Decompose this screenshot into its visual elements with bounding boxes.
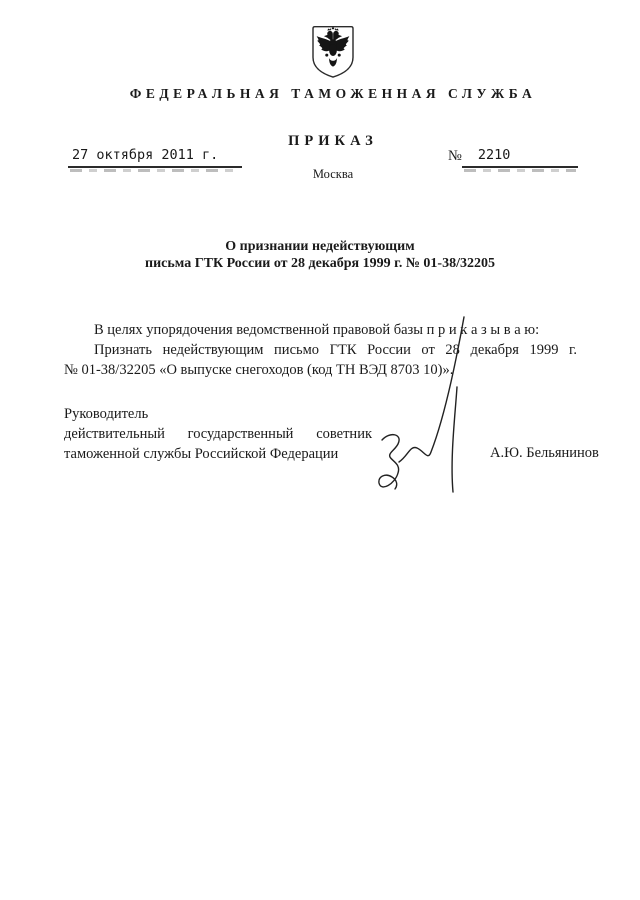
number-sign: № bbox=[448, 148, 462, 164]
date-value: 27 октября 2011 г. bbox=[72, 147, 219, 163]
body-line-3: № 01-38/32205 «О выпуске снегоходов (код ТН ВЭД 8703 10)». bbox=[64, 362, 454, 378]
date-field bbox=[68, 147, 242, 168]
subject-line-2: письма ГТК России от 28 декабря 1999 г. № 01-38/32205 bbox=[145, 256, 495, 271]
double-headed-eagle-icon bbox=[309, 24, 357, 80]
body-line-1: В целях упорядочения ведомственной правовой базы п р и к а з ы в а ю: bbox=[94, 322, 540, 338]
handwritten-signature-icon bbox=[368, 302, 488, 502]
subject-line-1: О признании недействующим bbox=[225, 239, 415, 254]
number-field bbox=[448, 147, 578, 168]
sig-title-line-3: таможенной службы Российской Федерации bbox=[64, 446, 339, 462]
signatory-name: А.Ю. Бельянинов bbox=[490, 445, 599, 461]
number-value: 2210 bbox=[462, 147, 578, 168]
agency-name: ФЕДЕРАЛЬНАЯ ТАМОЖЕННАЯ СЛУЖБА bbox=[129, 86, 537, 101]
sig-title-line-2: действительный государственный советник bbox=[64, 426, 372, 442]
coat-of-arms bbox=[309, 24, 357, 80]
order-body bbox=[64, 320, 577, 380]
signatory-title-block bbox=[64, 404, 372, 464]
sig-title-line-1: Руководитель bbox=[64, 406, 149, 422]
document-type-title: ПРИКАЗ bbox=[288, 133, 378, 149]
body-line-2: Признать недействующим письмо ГТК России от 28 декабря 1999 г. bbox=[94, 342, 577, 358]
subject-title bbox=[64, 238, 576, 272]
city-label: Москва bbox=[312, 167, 354, 181]
